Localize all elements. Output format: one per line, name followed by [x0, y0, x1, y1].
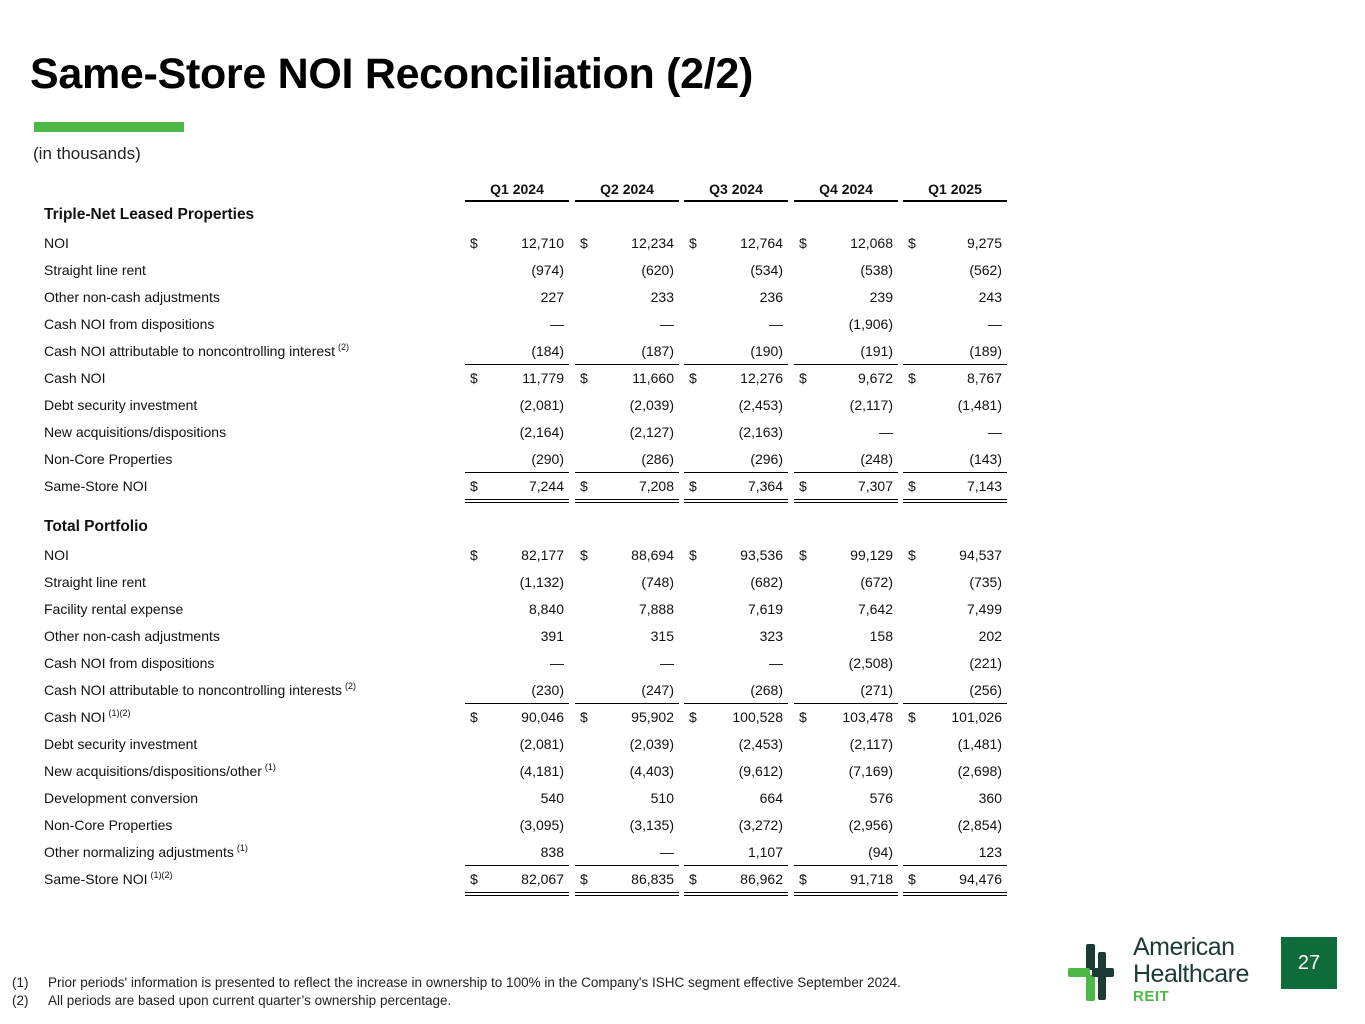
table-cell-value: 7,244: [528, 478, 564, 494]
table-cell-value: (534): [750, 262, 783, 278]
footnote-mark: (1): [12, 975, 29, 990]
currency-symbol: $: [908, 235, 916, 251]
table-cell-value: 202: [978, 628, 1002, 644]
table-cell-value: (2,164): [519, 424, 564, 440]
table-rule: [465, 865, 569, 866]
table-rule: [684, 364, 788, 365]
row-label-text: Same-Store NOI: [44, 478, 148, 494]
footnotes: [12, 974, 901, 1010]
table-cell-value: (3,272): [738, 817, 783, 833]
table-cell-value: (296): [750, 451, 783, 467]
logo-line-reit: REIT: [1133, 988, 1170, 1005]
table-cell-value: 86,835: [631, 871, 674, 887]
table-row-label: [44, 816, 172, 834]
units-note: (in thousands): [33, 144, 141, 163]
currency-symbol: $: [908, 478, 916, 494]
currency-symbol: $: [580, 709, 588, 725]
row-label-text: Non-Core Properties: [44, 817, 173, 833]
table-cell-value: 7,642: [857, 601, 893, 617]
table-cell-value: 93,536: [740, 547, 783, 563]
currency-symbol: $: [689, 871, 697, 887]
table-rule: [575, 364, 679, 365]
row-label-text: Debt security investment: [44, 397, 198, 413]
table-row-label: [44, 261, 146, 279]
table-rule: [794, 472, 898, 473]
table-row-label: [44, 546, 69, 564]
row-label-text: Cash NOI: [44, 709, 106, 725]
table-rule: [684, 703, 788, 704]
table-cell-value: (268): [750, 682, 783, 698]
currency-symbol: $: [689, 235, 697, 251]
footnote-1: [12, 974, 901, 992]
table-cell-value: (143): [969, 451, 1002, 467]
section-heading: Total Portfolio: [44, 518, 148, 535]
table-rule: [684, 892, 788, 896]
table-cell-value: 7,143: [966, 478, 1002, 494]
table-cell-value: (672): [860, 574, 893, 590]
table-rule: [794, 364, 898, 365]
currency-symbol: $: [799, 709, 807, 725]
table-cell-value: 123: [978, 844, 1002, 860]
table-cell-value: 9,275: [966, 235, 1002, 251]
table-row-label: [44, 234, 69, 252]
table-cell-value: 7,307: [857, 478, 893, 494]
logo-line-healthcare: Healthcare: [1133, 960, 1249, 988]
table-cell-value: 239: [869, 289, 893, 305]
table-cell-value: 90,046: [521, 709, 564, 725]
table-row-label: [44, 870, 172, 888]
currency-symbol: $: [580, 547, 588, 563]
table-row-label: [44, 315, 214, 333]
row-label-text: Straight line rent: [44, 262, 146, 278]
table-rule: [575, 200, 679, 202]
table-row-label: [44, 573, 146, 591]
table-cell-value: (682): [750, 574, 783, 590]
currency-symbol: $: [799, 235, 807, 251]
table-cell-value: (974): [531, 262, 564, 278]
table-cell-value: 243: [978, 289, 1002, 305]
table-cell-value: 7,619: [747, 601, 783, 617]
table-cell-value: (7,169): [848, 763, 893, 779]
table-rule: [794, 200, 898, 202]
table-cell-value: 315: [650, 628, 674, 644]
table-cell-value: 391: [540, 628, 564, 644]
table-rule: [794, 865, 898, 866]
table-cell-value: (620): [641, 262, 674, 278]
currency-symbol: $: [470, 547, 478, 563]
currency-symbol: $: [580, 235, 588, 251]
row-label-text: Other non-cash adjustments: [44, 289, 220, 305]
table-cell-value: 510: [650, 790, 674, 806]
currency-symbol: $: [908, 370, 916, 386]
table-row-label: [44, 735, 197, 753]
table-cell-value: (562): [969, 262, 1002, 278]
table-cell-value: 12,234: [631, 235, 674, 251]
table-cell-value: 11,779: [522, 370, 564, 386]
row-label-text: Facility rental expense: [44, 601, 184, 617]
footnote-mark: (2): [12, 993, 29, 1008]
currency-symbol: $: [580, 478, 588, 494]
table-rule: [903, 892, 1007, 896]
page-number: 27: [1281, 937, 1337, 989]
table-cell-value: 82,177: [521, 547, 564, 563]
table-cell-value: (3,135): [629, 817, 674, 833]
table-cell-value: 360: [978, 790, 1002, 806]
currency-symbol: $: [470, 871, 478, 887]
table-cell-value: (189): [969, 343, 1002, 359]
table-cell-value: (230): [531, 682, 564, 698]
table-cell-value: —: [550, 655, 564, 671]
table-row-label: [44, 654, 214, 672]
table-cell-value: (190): [750, 343, 783, 359]
table-row-label: [44, 762, 276, 780]
table-cell-value: 838: [540, 844, 564, 860]
table-row-label: [44, 600, 183, 618]
table-cell-value: —: [988, 316, 1002, 332]
logo-line-american: American: [1133, 933, 1235, 961]
currency-symbol: $: [470, 478, 478, 494]
table-rule: [465, 200, 569, 202]
table-rule: [903, 472, 1007, 473]
table-cell-value: (271): [860, 682, 893, 698]
table-cell-value: 82,067: [521, 871, 564, 887]
table-rule: [903, 499, 1007, 503]
table-cell-value: 94,476: [959, 871, 1002, 887]
row-label-text: Straight line rent: [44, 574, 146, 590]
row-label-text: NOI: [44, 547, 69, 563]
table-rule: [903, 865, 1007, 866]
table-cell-value: (2,508): [848, 655, 893, 671]
table-cell-value: (221): [969, 655, 1002, 671]
table-cell-value: (2,127): [629, 424, 674, 440]
table-cell-value: 12,276: [740, 370, 783, 386]
table-cell-value: (2,117): [849, 397, 893, 413]
table-cell-value: 576: [869, 790, 893, 806]
table-rule: [684, 472, 788, 473]
table-rule: [575, 892, 679, 896]
currency-symbol: $: [908, 547, 916, 563]
table-rule: [794, 703, 898, 704]
table-rule: [794, 499, 898, 503]
company-logo-text: [1133, 935, 1249, 1004]
footnote-reference: (2): [338, 342, 350, 352]
table-cell-value: (247): [641, 682, 674, 698]
currency-symbol: $: [580, 370, 588, 386]
table-rule: [465, 472, 569, 473]
row-label-text: New acquisitions/dispositions: [44, 424, 227, 440]
table-cell-value: (2,453): [738, 397, 783, 413]
table-cell-value: 99,129: [850, 547, 893, 563]
currency-symbol: $: [470, 370, 478, 386]
table-cell-value: 11,660: [632, 370, 674, 386]
table-row-label: [44, 396, 197, 414]
table-cell-value: 227: [540, 289, 564, 305]
footnote-2: [12, 992, 901, 1010]
table-cell-value: —: [550, 316, 564, 332]
table-row-label: [44, 288, 220, 306]
row-label-text: Debt security investment: [44, 736, 198, 752]
table-cell-value: 7,208: [638, 478, 674, 494]
table-cell-value: (2,698): [957, 763, 1002, 779]
table-row-label: [44, 369, 105, 387]
table-cell-value: (1,906): [848, 316, 893, 332]
table-cell-value: (1,481): [957, 736, 1002, 752]
table-cell-value: 7,888: [638, 601, 674, 617]
table-cell-value: (2,081): [519, 736, 564, 752]
row-label-text: Cash NOI: [44, 370, 106, 386]
footnote-reference: (1): [236, 843, 248, 853]
table-cell-value: (286): [641, 451, 674, 467]
table-cell-value: 7,499: [966, 601, 1002, 617]
row-label-text: Other normalizing adjustments: [44, 844, 234, 860]
table-rule: [684, 200, 788, 202]
section-heading: Triple-Net Leased Properties: [44, 206, 255, 223]
row-label-text: Other non-cash adjustments: [44, 628, 220, 644]
row-label-text: Development conversion: [44, 790, 199, 806]
table-cell-value: (248): [860, 451, 893, 467]
table-row-label: [44, 789, 198, 807]
footnote-reference: (1): [264, 762, 276, 772]
table-cell-value: —: [660, 655, 674, 671]
footnote-text: Prior periods' information is presented to reflect the increase in ownership to 100% in the Company's ISHC segment effective September 2024.: [48, 975, 901, 990]
row-label-text: Cash NOI from dispositions: [44, 316, 215, 332]
table-cell-value: (9,612): [738, 763, 783, 779]
table-cell-value: (256): [969, 682, 1002, 698]
table-cell-value: (2,081): [519, 397, 564, 413]
currency-symbol: $: [470, 235, 478, 251]
currency-symbol: $: [689, 370, 697, 386]
column-header: Q1 2024: [490, 181, 544, 197]
table-cell-value: 540: [540, 790, 564, 806]
table-cell-value: 9,672: [857, 370, 893, 386]
table-cell-value: (184): [531, 343, 564, 359]
table-cell-value: (2,039): [629, 736, 674, 752]
table-rule: [465, 892, 569, 896]
currency-symbol: $: [799, 871, 807, 887]
currency-symbol: $: [908, 709, 916, 725]
table-rule: [575, 499, 679, 503]
table-rule: [903, 703, 1007, 704]
table-cell-value: 7,364: [747, 478, 783, 494]
table-cell-value: (290): [531, 451, 564, 467]
table-cell-value: (538): [860, 262, 893, 278]
table-rule: [575, 865, 679, 866]
table-cell-value: 158: [869, 628, 893, 644]
table-cell-value: (735): [969, 574, 1002, 590]
table-cell-value: 12,068: [850, 235, 893, 251]
table-cell-value: (2,453): [738, 736, 783, 752]
table-cell-value: —: [660, 316, 674, 332]
table-cell-value: 664: [759, 790, 783, 806]
row-label-text: New acquisitions/dispositions/other: [44, 763, 262, 779]
row-label-text: Cash NOI attributable to noncontrolling interests: [44, 682, 343, 698]
row-label-text: NOI: [44, 235, 69, 251]
table-cell-value: —: [769, 316, 783, 332]
column-header: Q2 2024: [600, 181, 654, 197]
table-cell-value: (2,117): [849, 736, 893, 752]
table-cell-value: 8,767: [966, 370, 1002, 386]
table-cell-value: (2,956): [848, 817, 893, 833]
footnote-text: All periods are based upon current quarter’s ownership percentage.: [48, 993, 452, 1008]
column-header: Q3 2024: [709, 181, 763, 197]
table-cell-value: 100,528: [732, 709, 783, 725]
table-cell-value: (1,132): [519, 574, 564, 590]
currency-symbol: $: [580, 871, 588, 887]
table-row-label: [44, 342, 349, 360]
footnote-reference: (1)(2): [108, 708, 131, 718]
table-rule: [684, 499, 788, 503]
table-cell-value: 94,537: [959, 547, 1002, 563]
currency-symbol: $: [689, 478, 697, 494]
row-label-text: Cash NOI from dispositions: [44, 655, 215, 671]
table-cell-value: 323: [759, 628, 783, 644]
table-cell-value: 103,478: [842, 709, 893, 725]
table-cell-value: (187): [641, 343, 674, 359]
row-label-text: Cash NOI attributable to noncontrolling interest: [44, 343, 336, 359]
table-rule: [684, 865, 788, 866]
table-cell-value: 236: [759, 289, 783, 305]
footnote-reference: (2): [345, 681, 357, 691]
table-rule: [465, 703, 569, 704]
currency-symbol: $: [689, 547, 697, 563]
table-cell-value: —: [660, 844, 674, 860]
column-header: Q4 2024: [819, 181, 873, 197]
table-cell-value: —: [879, 424, 893, 440]
row-label-text: Non-Core Properties: [44, 451, 173, 467]
table-cell-value: 86,962: [740, 871, 783, 887]
currency-symbol: $: [908, 871, 916, 887]
page-title: Same-Store NOI Reconciliation (2/2): [30, 50, 754, 98]
table-cell-value: (4,181): [519, 763, 564, 779]
table-cell-value: 12,710: [521, 235, 564, 251]
table-row-label: [44, 843, 248, 861]
currency-symbol: $: [799, 370, 807, 386]
table-rule: [903, 200, 1007, 202]
table-rule: [575, 472, 679, 473]
footnote-reference: (1)(2): [150, 870, 173, 880]
table-cell-value: —: [769, 655, 783, 671]
table-cell-value: 1,107: [747, 844, 783, 860]
table-rule: [903, 364, 1007, 365]
row-label-text: Same-Store NOI: [44, 871, 148, 887]
table-cell-value: 91,718: [850, 871, 893, 887]
table-cell-value: 101,026: [951, 709, 1002, 725]
table-row-label: [44, 423, 226, 441]
table-row-label: [44, 708, 130, 726]
currency-symbol: $: [470, 709, 478, 725]
table-cell-value: (1,481): [957, 397, 1002, 413]
table-cell-value: 8,840: [528, 601, 564, 617]
table-rule: [794, 892, 898, 896]
table-cell-value: (2,163): [738, 424, 783, 440]
table-cell-value: (3,095): [519, 817, 564, 833]
table-cell-value: —: [988, 424, 1002, 440]
table-cell-value: (94): [868, 844, 893, 860]
table-cell-value: (2,854): [957, 817, 1002, 833]
table-rule: [465, 499, 569, 503]
table-row-label: [44, 477, 147, 495]
currency-symbol: $: [799, 478, 807, 494]
table-cell-value: 12,764: [740, 235, 783, 251]
currency-symbol: $: [799, 547, 807, 563]
column-header: Q1 2025: [928, 181, 982, 197]
table-cell-value: (4,403): [629, 763, 674, 779]
table-rule: [575, 703, 679, 704]
currency-symbol: $: [689, 709, 697, 725]
table-row-label: [44, 450, 172, 468]
table-cell-value: (191): [860, 343, 893, 359]
table-cell-value: (748): [641, 574, 674, 590]
table-row-label: [44, 627, 220, 645]
table-rule: [465, 364, 569, 365]
table-cell-value: (2,039): [629, 397, 674, 413]
table-row-label: [44, 681, 356, 699]
table-cell-value: 88,694: [631, 547, 674, 563]
table-cell-value: 233: [650, 289, 674, 305]
table-cell-value: 95,902: [631, 709, 674, 725]
